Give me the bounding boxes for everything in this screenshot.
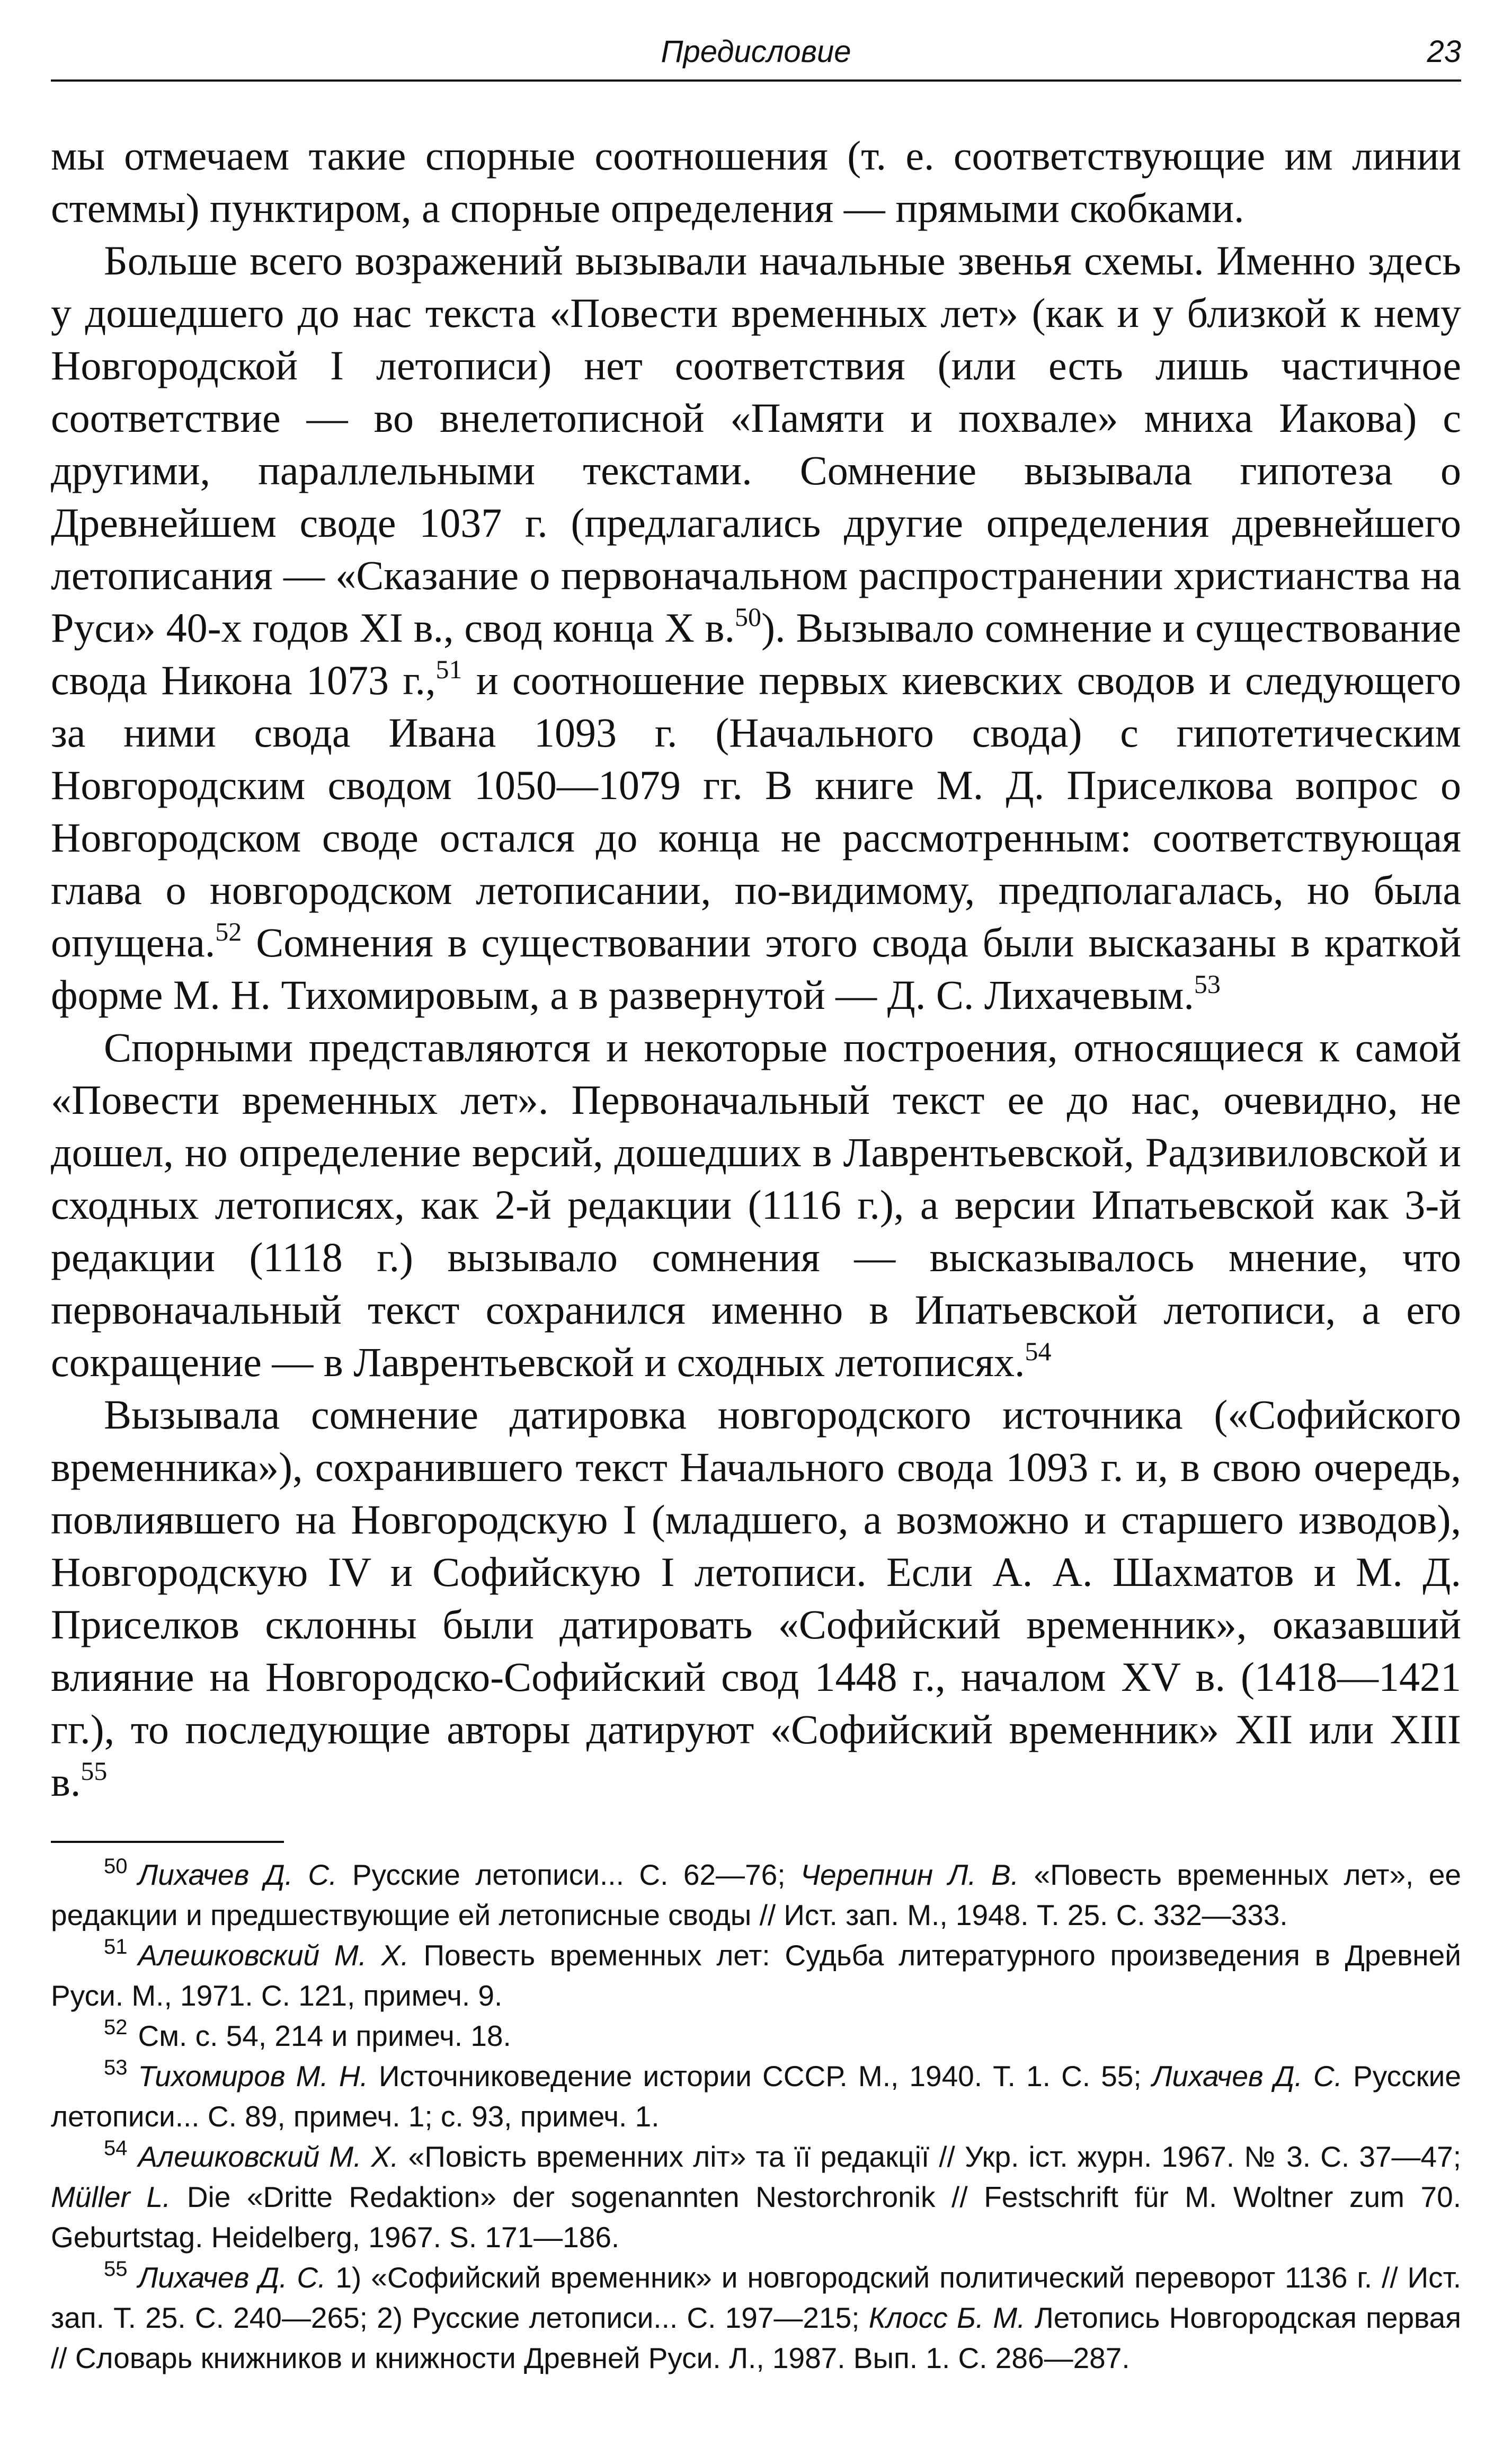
text-run: ). Вызывало сомнение и существование свода Никона 1073 г., [51,605,1461,703]
footnote-number: 50 [104,1855,128,1878]
footnote-text: Летопись Новгородская первая // Словарь книжников и книжности Древней Руси. Л., 1987. Вып. 1. С. 286—287. [51,2301,1462,2374]
main-text [51,129,1461,1808]
footnote-number: 55 [104,2257,128,2281]
footnote-number: 54 [104,2136,128,2160]
author-name: Лихачев Д. С. [138,1858,337,1891]
footnote-rule [51,1841,284,1843]
author-name: Алешковский М. Х. [138,2140,399,2173]
footnote-ref: 54 [1025,1336,1052,1366]
running-head [51,26,1461,82]
footnote [51,2257,1461,2378]
footnote-text: Русские летописи... С. 62—76; [337,1858,801,1891]
author-name: Müller L. [51,2180,171,2213]
footnote-text: «Повість временних літ» та її редакції // Укр. іст. журн. 1967. № 3. С. 37—47; [398,2140,1461,2173]
text-run: и соотношение первых киевских сводов и следующего за ними свода Ивана 1093 г. (Начального свода) с гипотетическим Новгородским сводом 1050—1079 гг. В книге М. Д. Приселкова вопрос о Новгородском своде остался до конца не рассмотренным: соответствующая глава о новгородском летописании, по-видимому, предполагалась, но была опущена. [51,657,1462,965]
author-name: Тихомиров М. Н. [138,2060,368,2093]
footnote-number: 52 [104,2016,128,2039]
footnote-text: 1) «Софийский временник» и новгородский политический переворот 1136 г. // Ист. зап. Т. 25. С. 240—265; 2) Русские летописи... С. 197—215; [51,2261,1461,2334]
footnote-text: См. с. 54, 214 и примеч. 18. [138,2019,511,2052]
running-title: Предисловие [661,34,851,69]
footnote [51,2016,1461,2056]
author-name: Черепнин Л. В. [800,1858,1019,1891]
paragraph [51,1021,1461,1388]
footnote-text: Источниковедение истории СССР. М., 1940. Т. 1. С. 55; [368,2060,1152,2093]
footnote-number: 53 [104,2056,128,2079]
footnote-ref: 55 [81,1756,108,1786]
footnotes [51,1855,1461,2378]
paragraph [51,1388,1461,1808]
text-run: Сомнения в существовании этого свода были высказаны в краткой форме М. Н. Тихомировым, а в развернутой — Д. С. Лихачевым. [51,919,1461,1018]
paragraph [51,234,1461,1021]
author-name: Лихачев Д. С. [138,2261,326,2294]
footnote-text: «Повесть временных лет», ее редакции и предшествующие ей летописные своды // Ист. зап. М., 1948. Т. 25. С. 332—333. [51,1858,1461,1931]
footnote-ref: 50 [735,602,761,632]
text-run: Больше всего возражений вызывали начальные звенья схемы. Именно здесь у дошедшего до нас текста «Повести временных лет» (как и у близкой к нему Новгородской I летописи) нет соответствия (или есть лишь частичное соответствие — во внелетописной «Памяти и похвале» мниха Иакова) с другими, параллельными текстами. Сомнение вызывала гипотеза о Древнейшем своде 1037 г. (предлагались другие определения древнейшего летописания — «Сказание о первоначальном распространении христианства на Руси» 40-х годов XI в., свод конца X в. [51,237,1461,651]
author-name: Клосс Б. М. [868,2301,1026,2334]
text-run: Спорными представляются и некоторые построения, относящиеся к самой «Повести временных лет». Первоначальный текст ее до нас, очевидно, не дошел, но определение версий, дошедших в Лаврентьевской, Радзивиловской и сходных летописях, как 2-й редакции (1116 г.), а версии Ипатьевской как 3-й редакции (1118 г.) вызывало сомнения — высказывалось мнение, что первоначальный текст сохранился именно в Ипатьевской летописи, а его сокращение — в Лаврентьевской и сходных летописях. [51,1024,1461,1385]
book-page [51,26,1461,2422]
footnote-ref: 52 [215,917,242,946]
author-name: Лихачев Д. С. [1152,2060,1342,2093]
footnote-ref: 51 [435,654,463,684]
footnote-text: Русские летописи... С. 89, примеч. 1; с. 93, примеч. 1. [51,2060,1461,2133]
text-run: мы отмечаем такие спорные соотношения (т. е. соответствующие им линии стеммы) пунктиром, а спорные определения — прямыми скобками. [51,132,1461,231]
author-name: Алешковский М. Х. [138,1939,409,1972]
paragraph [51,129,1461,234]
footnote-text: Повесть временных лет: Судьба литературного произведения в Древней Руси. М., 1971. С. 121, примеч. 9. [51,1939,1461,2012]
footnote-number: 51 [104,1935,128,1958]
text-run: Вызывала сомнение датировка новгородского источника («Софийского временника»), сохранившего текст Начального свода 1093 г. и, в свою очередь, повлиявшего на Новгородскую I (младшего, а возможно и старшего изводов), Новгородскую IV и Софийскую I летописи. Если А. А. Шахматов и М. Д. Приселков склонны были датировать «Софийский временник», оказавший влияние на Новгородско-Софийский свод 1448 г., началом XV в. (1418—1421 гг.), то последующие авторы датируют «Софийский временник» XII или XIII в. [51,1391,1461,1805]
footnote [51,2056,1461,2136]
footnote [51,2136,1461,2257]
footnote-text: Die «Dritte Redaktion» der sogenannten Nestorchronik // Festschrift für M. Woltner zum 70. Geburtstag. Heidelberg, 1967. S. 171—186. [51,2180,1461,2254]
footnote-ref: 53 [1194,969,1221,999]
footnote [51,1935,1461,2016]
footnote [51,1855,1461,1935]
page-number: 23 [1427,34,1461,69]
